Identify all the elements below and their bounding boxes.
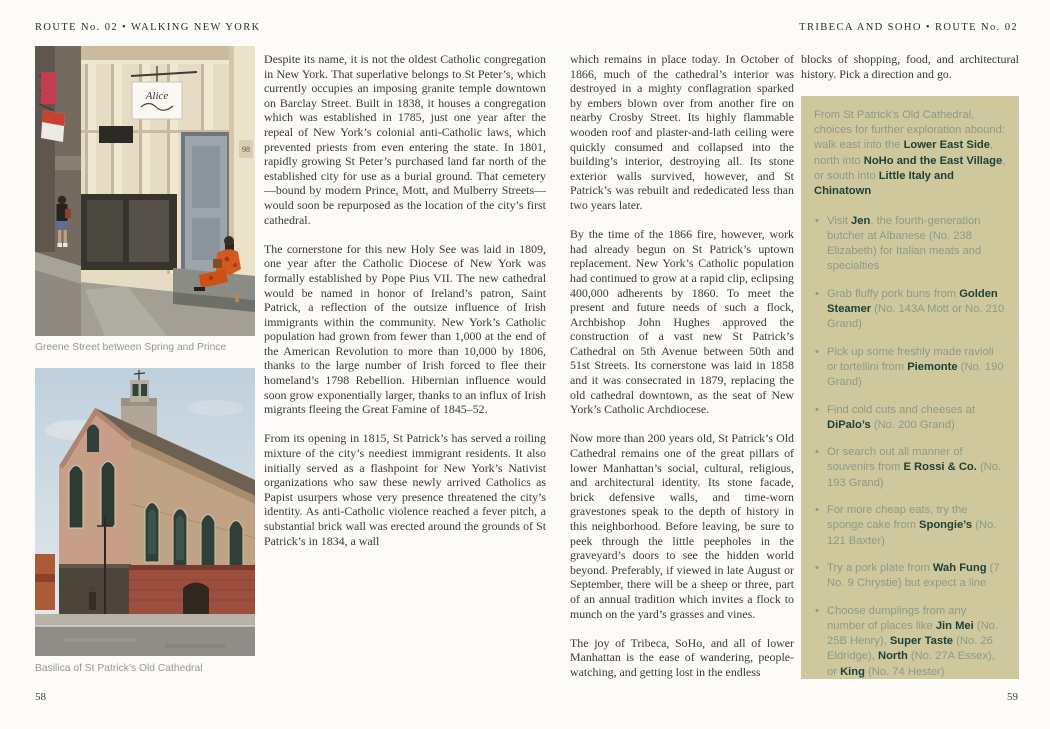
exploration-tip-box	[801, 96, 1019, 679]
photo-caption-basilica: Basilica of St Patrick’s Old Cathedral	[35, 663, 203, 674]
photo-st-patricks-basilica	[35, 368, 255, 656]
paragraph: The joy of Tribeca, SoHo, and all of lower Manhattan is the ease of wandering, people-watching, and getting lost in the endless	[570, 635, 794, 679]
list-item	[814, 445, 1006, 491]
list-item	[814, 345, 1006, 391]
running-head-left: ROUTE No. 02 • WALKING NEW YORK	[35, 22, 261, 33]
alice-sign-text: Alice	[145, 90, 169, 102]
list-item	[814, 403, 1006, 434]
paragraph: blocks of shopping, food, and architectural history. Pick a direction and go.	[801, 52, 1019, 81]
greene-street-illustration	[35, 46, 255, 336]
page-number-left: 58	[35, 691, 46, 703]
tip-text: Grab fluffy pork buns from Golden Steamer (No. 143A Mott or No. 210 Grand)	[827, 287, 1005, 331]
house-number-text: 98	[242, 145, 250, 154]
tip-box-lead: From St Patrick’s Old Cathedral, choices for further exploration abound: walk east into the Lower East Side, north into NoHo and the East Village, or south into Little Italy and Chinatown	[814, 108, 1006, 198]
list-item	[814, 287, 1006, 333]
left-text-column	[264, 52, 546, 679]
tip-text: Visit Jen, the fourth-generation butcher at Albanese (No. 238 Elizabeth) for Italian meats and specialties	[827, 214, 982, 273]
paragraph: Now more than 200 years old, St Patrick’s Old Cathedral remains one of the great pillars of lower Manhattan’s social, cultural, religious, and architectural identity. Its stone facade, brick defensive walls, and time-worn gravestones speak to the depth of history in this neighborhood. Before leaving, be sure to peek through the little peepholes in the graveyard’s doors to see the hidden world beyond. Preferably, if viewed in late August or September, there will be a sheep or three, part of an annual tradition which invites a flock to munch on the yard’s grasses and vines.	[570, 431, 794, 621]
tip-text: Or search out all manner of souvenirs from E Rossi & Co. (No. 193 Grand)	[827, 446, 1002, 489]
tip-text: Find cold cuts and cheeses at DiPalo’s (No. 200 Grand)	[827, 403, 976, 431]
paragraph: From its opening in 1815, St Patrick’s has served a roiling mixture of the city’s neediest immigrant residents. It also initially served as a flashpoint for New York’s Nativist organizations who saw these newly arrived Catholics as Papist usurpers whose very presence threatened the city’s identity. As anti-Catholic violence reached a fever pitch, a substantial brick wall was erected around the grounds of St Patrick’s in 1834, a wall	[264, 431, 546, 548]
paragraph: which remains in place today. In October of 1866, much of the cathedral’s interior was destroyed in a mighty conflagration sparked by embers blown over from another fire on nearby Crosby Street. Its highly flammable wooden roof and plaster-and-lath ceiling were quickly consumed and collapsed into the building’s interior, destroying all. Its stone exterior walls survived, however, and St Patrick’s was rebuilt and rededicated less than two years later.	[570, 52, 794, 212]
paragraph: By the time of the 1866 fire, however, work had already begun on St Patrick’s uptown replacement. New York’s Catholic population had continued to grow at a rapid clip, eclipsing 400,000 adherents by 1860. To meet the present and future needs of such a flock, Archbishop John Hughes approved the construction of a vast new St Patrick’s Cathedral on 5th Avenue between 50th and 51st Streets. Its cornerstone was laid in 1858 and it was consecrated in 1879, replacing the old cathedral downtown, as the seat of New York’s Catholic Archdiocese.	[570, 227, 794, 417]
tip-text: Choose dumplings from any number of places like Jin Mei (No. 25B Henry), Super Taste (No. 26 Eldridge), North (No. 27A Essex), or King (No. 74 Hester)	[827, 604, 998, 678]
tip-box-list	[814, 214, 1006, 679]
list-item	[814, 214, 1006, 275]
list-item	[814, 503, 1006, 549]
list-item	[814, 561, 1006, 592]
tip-text: Try a pork plate from Wah Fung (7 No. 9 Chrystie) but expect a line	[827, 561, 1000, 590]
paragraph: Despite its name, it is not the oldest Catholic congregation in New York. That superlative belongs to St Peter’s, which currently occupies an imposing granite temple downtown on Barclay Street. Built in 1838, it houses a congregation which was established in 1785, just one year after the repeal of New York’s colonial anti-Catholic laws, which prevented priests from even entering the state. In 1801, rapidly growing St Peter’s purchased land far north of the established city for use as a burial ground. That cemetery—bound by modern Prince, Mott, and Mulberry Streets—would soon be repurposed as the location of the city’s first cathedral.	[264, 52, 546, 227]
basilica-illustration	[35, 368, 255, 656]
tip-text: For more cheap eats, try the sponge cake from Spongie’s (No. 121 Baxter)	[827, 504, 997, 547]
paragraph: The cornerstone for this new Holy See was laid in 1809, one year after the Catholic Diocese of New York was formally established by Pope Pius VII. The new cathedral would be named in honor of Ireland’s patron, Saint Patrick, a reflection of the outsize influence of Irish immigrants within the community. New York’s Catholic population had grown from fewer than 1,000 at the end of the American Revolution to more than 10,000 by 1806, thanks to the large number of Irish forced to flee their homeland’s 1798 Rebellion. Hibernian influence would soon grow exponentially larger, thanks to an influx of Irish migrants fleeing the Great Famine of 1845–52.	[264, 241, 546, 417]
running-head-right: TRIBECA AND SOHO • ROUTE No. 02	[799, 22, 1018, 33]
photo-greene-street	[35, 46, 255, 336]
tip-text: Pick up some freshly made ravioli or tortellini from Piemonte (No. 190 Grand)	[827, 345, 1004, 389]
page-number-right: 59	[1007, 691, 1018, 703]
middle-text-column	[570, 52, 794, 679]
list-item	[814, 604, 1006, 680]
photo-caption-greene-street: Greene Street between Spring and Prince	[35, 342, 227, 353]
right-text-column	[801, 52, 1019, 679]
